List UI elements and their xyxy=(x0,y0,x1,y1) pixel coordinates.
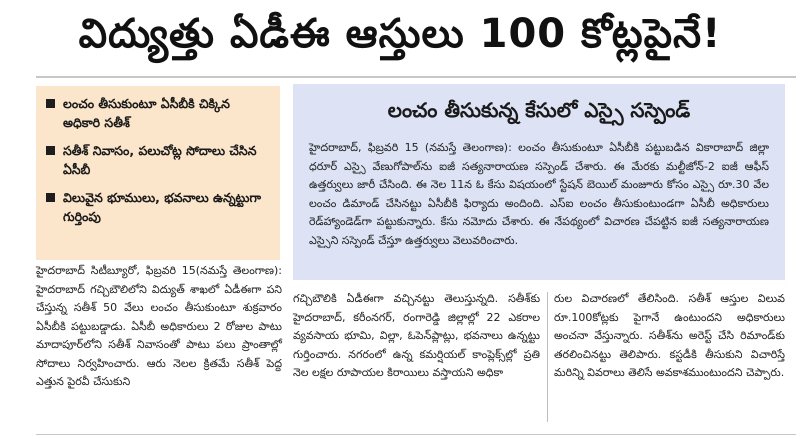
square-bullet-icon xyxy=(46,99,55,108)
side-story-box xyxy=(293,84,785,280)
highlight-item xyxy=(46,141,270,179)
column-divider xyxy=(547,292,548,422)
square-bullet-icon xyxy=(46,146,55,155)
article-column-3: రుల విచారణలో తేలిసింది. సతీశ్ ఆస్తుల విలువ రూ.100కోట్లకు పైగానే ఉంటుందని అధికారులు అంచనా వేస్తున్నారు. సతీశ్‌ను అరెస్ట్ చేసి రిమాండ్‌కు తరలించినట్టు తెలిపారు. కస్టడీకి తీసుకుని విచారిస్తే మరిన్ని వివరాలు తెలిసే అవకాశముంటుందని చెప్పారు. xyxy=(554,292,785,379)
highlight-item xyxy=(46,188,270,226)
side-story-title: లంచం తీసుకున్న కేసులో ఎస్సై సస్పెండ్ xyxy=(387,98,691,122)
square-bullet-icon xyxy=(46,193,55,202)
article-column-2: గచ్చిబౌలికి ఏడీఈగా వచ్చినట్టు తెలుస్తున్నది. సతీశ్‌కు హైదరాబాద్, కరీంనగర్, రంగారెడ్డి జిల్లాల్లో 22 ఎకరాల వ్యవసాయ భూమి, విల్లా, ఓపెన్‌ప్లాట్లు, భవనాలు ఉన్నట్టు గుర్తించారు. నగరంలో ఉన్న కమర్షియల్ కాంప్లెక్స్‌ల్లో ప్రతి నెల లక్షల రూపాయల కిరాయిలు వస్తాయని అధికా xyxy=(293,292,540,379)
bottom-divider xyxy=(36,434,796,435)
article-column-1: హైదరాబాద్ సిటీబ్యూరో, ఫిబ్రవరి 15(నమస్తే తెలంగాణ): హైదరాబాద్ గచ్చిబౌలిలోని విద్యుత్ శాఖలో ఏడీఈగా పని చేస్తున్న సతీశ్ 50 వేలు లంచం తీసుకుంటూ శుక్రవారం ఏసీబీకి పట్టుబడ్డాడు. ఏసీబీ అధికారులు 2 రోజుల పాటు మాదాపూర్‌లోని సతీశ్ నివాసంతో పాటు పలు ప్రాంతాల్లో సోదాలు నిర్వహించారు. ఆరు నెలల క్రితమే సతీశ్ పెద్ద ఎత్తున పైరవీ చేసుకుని xyxy=(36,264,282,388)
headline: విద్యుత్తు ఏడీఈ ఆస్తులు 100 కోట్లపైనే! xyxy=(78,11,722,57)
top-divider xyxy=(36,76,796,78)
highlight-item xyxy=(46,94,270,132)
side-story-body: హైదరాబాద్, ఫిబ్రవరి 15 (నమస్తే తెలంగాణ): లంచం తీసుకుంటూ ఏసీబీకి పట్టుబడిన వికారాబాద్ జిల్లా ధరూర్ ఎస్సై వేణుగోపాల్‌ను ఐజీ సత్యనారాయణ సస్పెండ్ చేశారు. ఈ మేరకు మల్టీజోన్-2 ఐజీ ఆఫీస్ ఉత్తర్వులు జారీ చేసింది. ఈ నెల 11న ఓ కేసు విషయంలో స్టేషన్ బెయిల్ మంజూరు కోసం ఎస్సై రూ.30 వేల లంచం డిమాండ్ చేసినట్టు ఏసీబీకి ఫిర్యాదు అందింది. ఎస్‌ఐ లంచం తీసుకుంటుండగా ఏసీబీ అధికారులు రెడ్‌హ్యాండెడ్‌గా పట్టుకున్నారు. కేసు నమోదు చేశారు. ఈ నేపథ్యంలో విచారణ చేపట్టిన ఐజీ సత్యనారాయణ ఎస్సైని సస్పెండ్ చేస్తూ ఉత్తర్వులు వెలువరించారు. xyxy=(309,141,769,247)
highlight-text: విలువైన భూములు, భవనాలు ఉన్నట్టుగా గుర్తింపు xyxy=(63,190,262,224)
highlight-text: లంచం తీసుకుంటూ ఏసీబీకి చిక్కిన అధికారి సతీశ్ xyxy=(63,96,230,130)
highlights-box xyxy=(36,86,280,260)
highlight-text: సతీశ్ నివాసం, పలుచోట్ల సోదాలు చేసిన ఏసీబీ xyxy=(63,143,257,177)
